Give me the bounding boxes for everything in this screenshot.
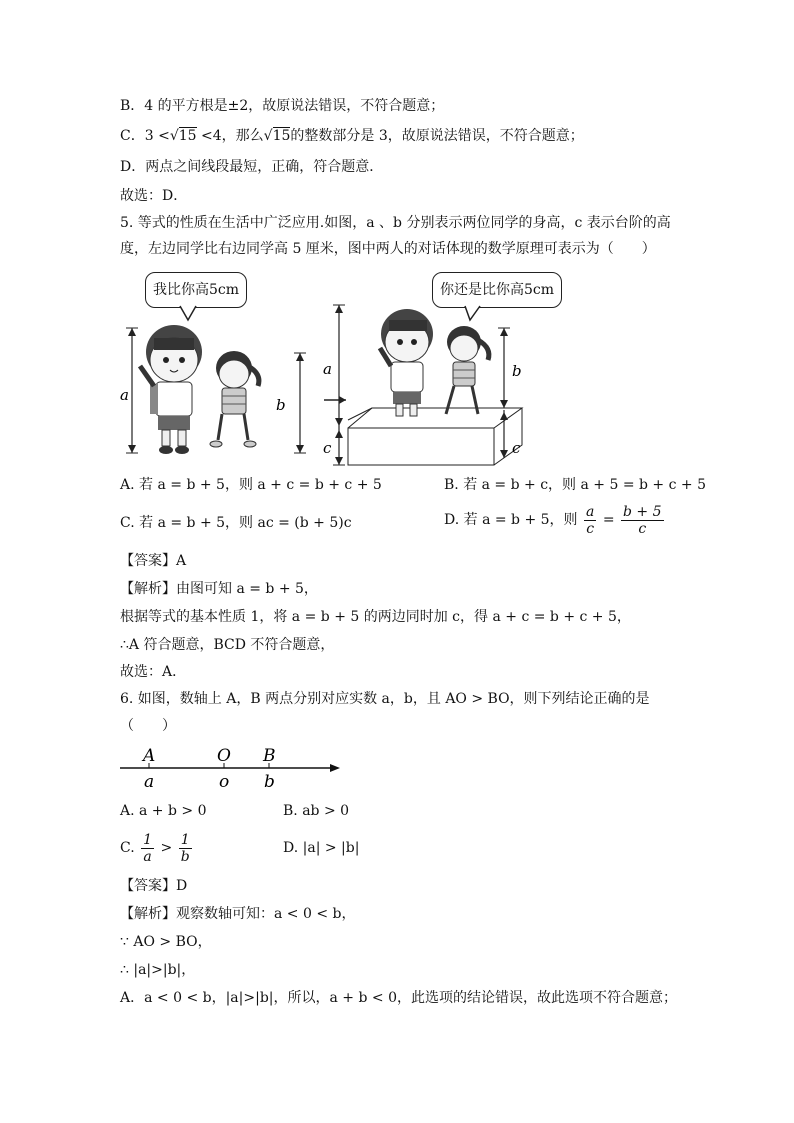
q6-analysis-line4: A．a < 0 < b，|a|>|b|，所以，a + b < 0，此选项的结论错误，故此选项不符合题意； [120, 990, 677, 1006]
q5-analysis-line3: ∴A 符合题意，BCD 不符合题意， [120, 637, 335, 653]
q5-option-d [444, 502, 666, 538]
q6-option-c-prefix: C. [120, 840, 135, 856]
q5-option-b: B. 若 a = b + c，则 a + 5 = b + c + 5 [444, 477, 706, 493]
boy-left-drawing [140, 325, 202, 454]
q6-option-b: B. ab > 0 [283, 803, 350, 819]
q6-analysis: 【解析】观察数轴可知：a < 0 < b， [120, 906, 356, 922]
girl-right-drawing [446, 326, 489, 414]
transition-arrow [324, 396, 346, 404]
height-b-right-arrow [498, 328, 510, 408]
q5-answer: 【答案】A [120, 553, 187, 569]
number-line-arrowhead [330, 764, 340, 772]
number-line-figure [118, 742, 358, 792]
q6-option-a: A. a + b > 0 [120, 803, 207, 819]
prev-solution-c-prefix: C．3 < [120, 128, 170, 144]
height-b-left-arrow [294, 353, 306, 453]
fraction-1-over-b: $\frac{1}{b}$ [180, 831, 190, 865]
q6-answer: 【答案】D [120, 878, 188, 894]
sqrt-15-b: √15 [263, 128, 291, 144]
prev-solution-c-suffix: 的整数部分是 3，故原说法错误，不符合题意； [290, 128, 584, 144]
height-c-right-arrow [500, 410, 508, 458]
height-a-right-arrow [333, 305, 345, 428]
speech-bubble-right: 你还是比你高5cm [432, 272, 562, 308]
q6-option-d: D. |a| > |b| [283, 840, 360, 856]
step-box [348, 408, 522, 465]
q6-stem-line1: 6. 如图，数轴上 A，B 两点分别对应实数 a，b，且 AO > BO，则下列结论正确的是 [120, 691, 650, 707]
q5-figure [110, 268, 555, 468]
q5-option-c: C. 若 a = b + 5，则 ac = (b + 5)c [120, 515, 352, 531]
q6-analysis-line2: ∵ AO > BO， [120, 934, 212, 950]
prev-solution-c [120, 126, 584, 146]
point-a-value: a [144, 772, 155, 792]
prev-solution-c-mid: <4，那么 [196, 128, 264, 144]
q6-stem-line2: （ ） [120, 718, 176, 734]
point-o-value: o [219, 772, 230, 792]
q5-option-a: A. 若 a = b + 5，则 a + c = b + c + 5 [120, 477, 382, 493]
point-B-label: B [263, 746, 276, 766]
q5-option-d-prefix: D. 若 a = b + 5，则 [444, 512, 578, 528]
prev-solution-d: D．两点之间线段最短，正确，符合题意． [120, 159, 384, 175]
point-A-label: A [143, 746, 156, 766]
q5-stem-line1: 5. 等式的性质在生活中广泛应用.如图，a 、b 分别表示两位同学的身高，c 表示台阶的高 [120, 215, 671, 231]
prev-choose: 故选：D． [120, 188, 188, 204]
point-b-value: b [264, 772, 275, 792]
point-O-label: O [217, 746, 231, 766]
fraction-b5-over-c: $\frac{b + 5}{c}$ [623, 503, 662, 537]
q5-analysis: 【解析】由图可知 a = b + 5， [120, 581, 318, 597]
speech-bubble-left: 我比你高5cm [145, 272, 247, 308]
sqrt-15-a: √15 [169, 128, 197, 144]
q6-option-c [120, 830, 194, 866]
boy-right-drawing [380, 309, 433, 416]
q5-choose: 故选：A． [120, 664, 187, 680]
q5-analysis-line2: 根据等式的基本性质 1，将 a = b + 5 的两边同时加 c，得 a + c = b + c + 5， [120, 609, 631, 625]
prev-solution-b: B．4 的平方根是±2，故原说法错误，不符合题意； [120, 98, 445, 114]
fraction-a-over-c: $\frac{a}{c}$ [586, 503, 595, 537]
fraction-1-over-a: $\frac{1}{a}$ [143, 831, 153, 865]
label-a-left: a [120, 386, 129, 404]
label-a-right: a [323, 360, 332, 378]
q6-analysis-line3: ∴ |a|>|b|， [120, 962, 196, 978]
label-b-left: b [276, 396, 286, 414]
label-b-right: b [512, 362, 522, 380]
equals-sign: = [602, 512, 615, 528]
label-c-left: c [323, 439, 332, 457]
q5-stem-line2: 度，左边同学比右边同学高 5 厘米，图中两人的对话体现的数学原理可表示为（ ） [120, 241, 656, 257]
label-c-right: c [512, 439, 521, 457]
girl-left-drawing [210, 351, 259, 447]
height-c-left-arrow [333, 428, 345, 465]
greater-than-sign: > [160, 840, 173, 856]
q5-illustration [110, 268, 570, 468]
